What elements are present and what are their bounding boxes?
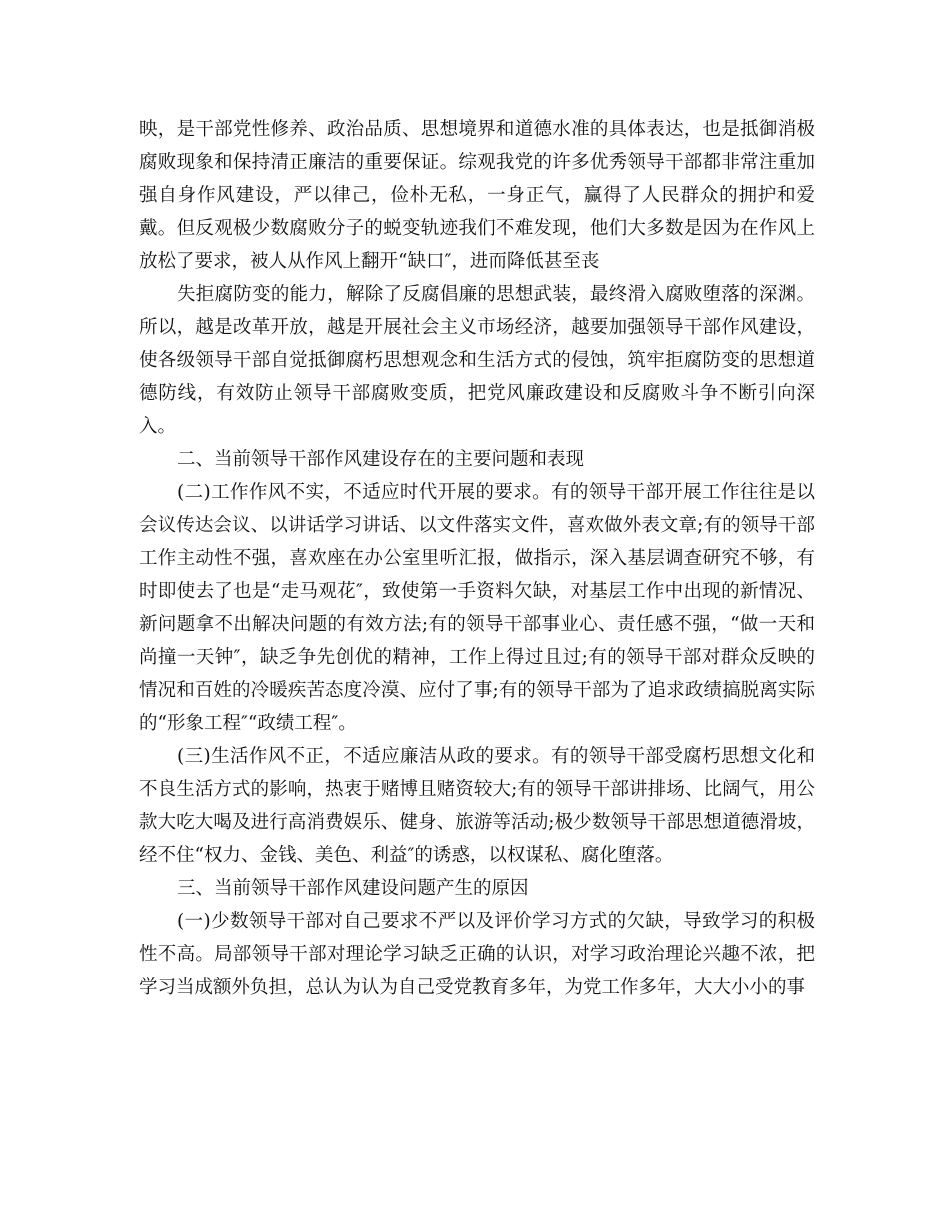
- paragraph: (一)少数领导干部对自己要求不严以及评价学习方式的欠缺，导致学习的积极性不高。局部领导干部对理论学习缺乏正确的认识，对学习政治理论兴趣不浓，把学习当成额外负担，总认为认为自己受党教育多年，为党工作多年，大大小小的事: [139, 911, 815, 998]
- paragraph: (三)生活作风不正，不适应廉洁从政的要求。有的领导干部受腐朽思想文化和不良生活方式的影响，热衷于赌博且赌资较大;有的领导干部讲排场、比阔气，用公款大吃大喝及进行高消费娱乐、健身、旅游等活动;极少数领导干部思想道德滑坡，经不住“权力、金钱、美色、利益″的诱惑，以权谋私、腐化堕落。: [139, 746, 815, 866]
- paragraph: (二)工作作风不实，不适应时代开展的要求。有的领导干部开展工作往往是以会议传达会议、以讲话学习讲话、以文件落实文件，喜欢做外表文章;有的领导干部工作主动性不强，喜欢座在办公室里听汇报，做指示，深入基层调查研究不够，有时即使去了也是“走马观花″，致使第一手资料欠缺，对基层工作中出现的新情况、新问题拿不出解决问题的有效方法;有的领导干部事业心、责任感不强，“做一天和尚撞一天钟″，缺乏争先创优的精神，工作上得过且过;有的领导干部对群众反映的情况和百姓的冷暖疾苦态度冷漠、应付了事;有的领导干部为了追求政绩搞脱离实际的“形象工程″“政绩工程″。: [139, 482, 815, 734]
- paragraph: 失拒腐防变的能力，解除了反腐倡廉的思想武装，最终滑入腐败堕落的深渊。所以，越是改革开放，越是开展社会主义市场经济，越要加强领导干部作风建设，使各级领导干部自觉抵御腐朽思想观念和生活方式的侵蚀，筑牢拒腐防变的思想道德防线，有效防止领导干部腐败变质，把党风廉政建设和反腐败斗争不断引向深入。: [139, 284, 815, 437]
- section-heading-problems: 二、当前领导干部作风建设存在的主要问题和表现: [177, 449, 585, 470]
- document-body: [139, 113, 815, 1004]
- paragraph-continued: 映，是干部党性修养、政治品质、思想境界和道德水准的具体表达，也是抵御消极腐败现象和保持清正廉洁的重要保证。综观我党的许多优秀领导干部都非常注重加强自身作风建设，严以律己，俭朴无私，一身正气，赢得了人民群众的拥护和爱戴。但反观极少数腐败分子的蜕变轨迹我们不难发现，他们大多数是因为在作风上放松了要求，被人从作风上翻开“缺口″，进而降低甚至丧: [139, 119, 815, 272]
- section-heading-causes: 三、当前领导干部作风建设问题产生的原因: [177, 878, 529, 899]
